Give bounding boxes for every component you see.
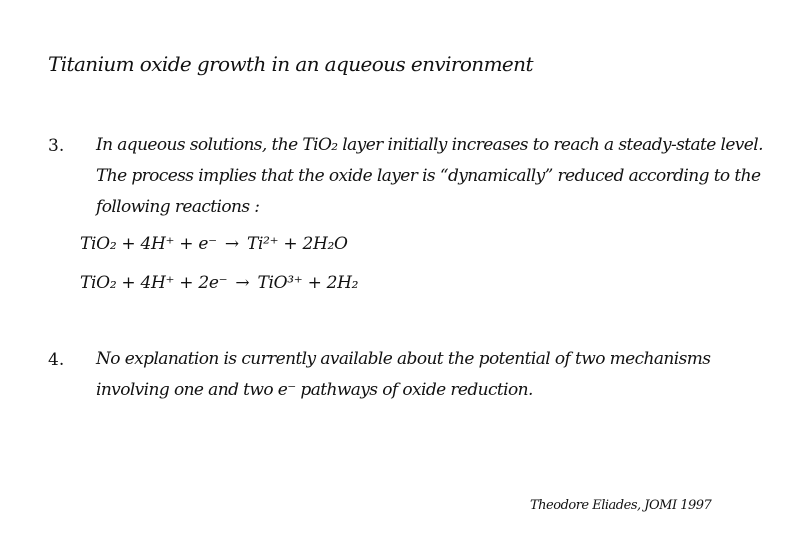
equation-1-right: Ti²⁺ + 2H₂O — [246, 234, 348, 254]
reaction-arrow-icon: → — [224, 234, 239, 254]
equation-2-right: TiO³⁺ + 2H₂ — [257, 273, 359, 293]
citation: Theodore Eliades, JOMI 1997 — [530, 498, 712, 513]
equation-2 — [80, 273, 358, 293]
equation-2-left: TiO₂ + 4H⁺ + 2e⁻ — [80, 273, 228, 293]
slide-title: Titanium oxide growth in an aqueous environment — [48, 52, 533, 76]
equation-1 — [80, 234, 348, 254]
item-text-3: In aqueous solutions, the TiO₂ layer initially increases to reach a steady-state level. The process implies that the oxide layer is “dynamically” reduced according to the following reactions : — [96, 135, 763, 217]
equation-1-left: TiO₂ + 4H⁺ + e⁻ — [80, 234, 217, 254]
item-number-4: 4. — [48, 350, 65, 370]
reaction-arrow-icon: → — [235, 273, 250, 293]
item-number-3: 3. — [48, 136, 65, 156]
item-text-4: No explanation is currently available about the potential of two mechanisms involving one and two e⁻ pathways of oxide reduction. — [96, 349, 711, 400]
